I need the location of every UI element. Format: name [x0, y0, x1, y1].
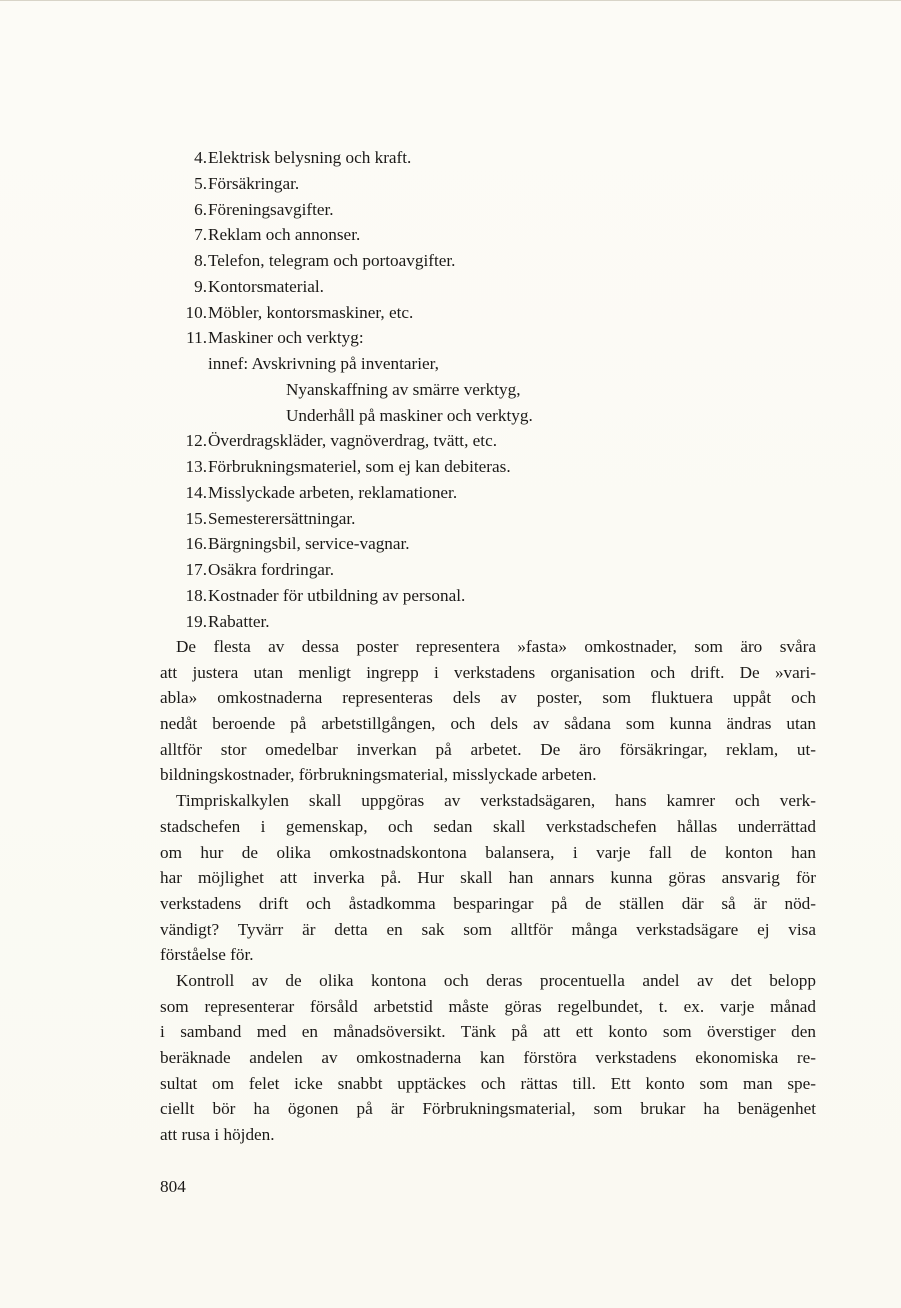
list-item-text: innef: Avskrivning på inventarier,: [208, 354, 439, 373]
text-line: sultat om felet icke snabbt upptäckes och rättas till. Ett konto som man spe-: [160, 1073, 816, 1093]
list-item: [160, 403, 820, 429]
list-item: [160, 531, 820, 557]
list-item-number: 11.: [186, 328, 207, 348]
text-line: Kontroll av de olika kontona och deras procentuella andel av det belopp: [176, 970, 816, 990]
list-item: [160, 428, 820, 454]
paragraph: [160, 968, 816, 1148]
list-item: [160, 480, 820, 506]
list-item-text: Underhåll på maskiner och verktyg.: [286, 405, 533, 425]
list-item: [160, 325, 820, 351]
list-item-number: 14.: [185, 482, 207, 502]
list-item: [160, 274, 820, 300]
list-item-text: Möbler, kontorsmaskiner, etc.: [208, 302, 414, 322]
text-line: ciellt bör ha ögonen på är Förbrukningsmaterial, som brukar ha benägenhet: [160, 1099, 816, 1119]
list-item-number: 15.: [185, 508, 207, 528]
list-item: [160, 145, 820, 171]
list-item-number: 17.: [185, 560, 207, 579]
list-item-text: Kostnader för utbildning av personal.: [208, 585, 466, 605]
text-line: vändigt? Tyvärr är detta en sak som alltför många verkstadsägare ej visa: [160, 919, 816, 939]
text-line: som representerar försåld arbetstid måste göras regelbundet, t. ex. varje månad: [160, 996, 816, 1016]
text-line: att rusa i höjden.: [160, 1125, 275, 1145]
list-item-number: 16.: [185, 534, 207, 554]
list-item: [160, 300, 820, 326]
list-item-number: 7.: [194, 225, 207, 245]
list-item: [160, 222, 820, 248]
text-line: beräknade andelen av omkostnaderna kan förstöra verkstadens ekonomiska re-: [160, 1048, 816, 1067]
text-line: Timpriskalkylen skall uppgöras av verkstadsägaren, hans kamrer och verk-: [176, 791, 816, 811]
text-line: stadschefen i gemenskap, och sedan skall verkstadschefen hållas underrättad: [160, 816, 816, 836]
list-item-number: 19.: [185, 611, 207, 631]
list-item-text: Överdragskläder, vagnöverdrag, tvätt, etc.: [208, 431, 497, 451]
list-item-text: Försäkringar.: [208, 173, 300, 193]
list-item-number: 4.: [194, 148, 207, 167]
list-item-text: Osäkra fordringar.: [208, 560, 334, 579]
list-item-number: 9.: [194, 276, 207, 296]
text-line: De flesta av dessa poster representera »fasta» omkostnader, som äro svåra: [176, 637, 816, 656]
list-item-number: 13.: [185, 457, 207, 476]
list-item-number: 5.: [194, 173, 207, 193]
text-line: bildningskostnader, förbrukningsmaterial, misslyckade arbeten.: [160, 765, 597, 785]
expense-item-list: [160, 145, 820, 634]
list-item: [160, 197, 820, 223]
list-item: [160, 377, 820, 403]
list-item-text: Misslyckade arbeten, reklamationer.: [208, 482, 458, 502]
list-item: [160, 248, 820, 274]
list-item-text: Nyanskaffning av smärre verktyg,: [286, 379, 521, 399]
list-item-number: 6.: [194, 199, 207, 219]
list-item-number: 18.: [185, 585, 207, 605]
list-item-text: Telefon, telegram och portoavgifter.: [208, 251, 456, 270]
text-line: verkstadens drift och åstadkomma besparingar på de ställen där så är nöd-: [160, 893, 816, 913]
list-item-text: Reklam och annonser.: [208, 225, 361, 245]
list-item-text: Semesterersättningar.: [208, 508, 356, 528]
list-item: [160, 557, 820, 583]
text-line: att justera utan menligt ingrepp i verkstadens organisation och drift. De »vari-: [160, 662, 816, 682]
list-item-text: Föreningsavgifter.: [208, 199, 334, 219]
text-line: förståelse för.: [160, 945, 254, 965]
list-item-text: Maskiner och verktyg:: [208, 328, 364, 348]
page-number: 804: [160, 1177, 186, 1196]
paragraph: [160, 788, 816, 968]
text-line: abla» omkostnaderna representeras dels av poster, som fluktuera uppåt och: [160, 688, 816, 708]
list-item: [160, 506, 820, 532]
list-item: [160, 351, 820, 377]
list-item-number: 10.: [185, 302, 207, 322]
text-line: har möjlighet att inverka på. Hur skall han annars kunna göras ansvarig för: [160, 868, 816, 888]
text-line: i samband med en månadsöversikt. Tänk på att ett konto som överstiger den: [160, 1022, 816, 1042]
list-item-number: 8.: [194, 251, 207, 270]
list-item-text: Kontorsmaterial.: [208, 276, 324, 296]
list-item: [160, 609, 820, 635]
list-item: [160, 454, 820, 480]
paragraph: [160, 634, 816, 788]
text-line: om hur de olika omkostnadskontona balansera, i varje fall de konton han: [160, 842, 816, 862]
list-item: [160, 583, 820, 609]
list-item-number: 12.: [185, 431, 207, 451]
list-item-text: Elektrisk belysning och kraft.: [208, 148, 412, 167]
list-item: [160, 171, 820, 197]
body-text: [160, 634, 816, 1148]
list-item-text: Förbrukningsmateriel, som ej kan debiteras.: [208, 457, 511, 476]
list-item-text: Rabatter.: [208, 611, 270, 631]
list-item-text: Bärgningsbil, service-vagnar.: [208, 534, 410, 554]
text-line: nedåt beroende på arbetstillgången, och dels av sådana som kunna ändras utan: [160, 714, 816, 734]
text-line: alltför stor omedelbar inverkan på arbetet. De äro försäkringar, reklam, ut-: [160, 739, 816, 759]
